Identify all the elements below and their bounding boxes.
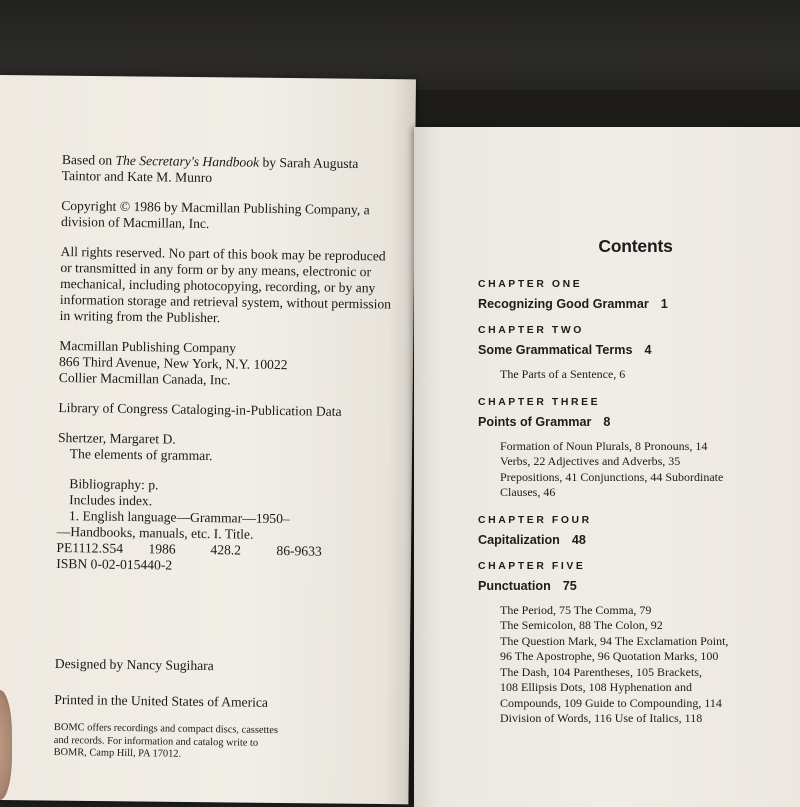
section-line: 108 Ellipsis Dots, 108 Hyphenation and xyxy=(500,680,692,694)
chapter-three xyxy=(478,397,783,501)
section-line: Clauses, 46 xyxy=(500,485,556,499)
copyright-text xyxy=(54,152,407,764)
chapter-sections xyxy=(478,367,783,383)
based-on-authors: Taintor and Kate M. Munro xyxy=(61,167,213,186)
section-line: The Parts of a Sentence, 6 xyxy=(500,367,626,381)
copyright-notice-cont: division of Macmillan, Inc. xyxy=(60,213,210,232)
chapter-title: Punctuation 75 xyxy=(478,578,577,593)
section-line: 96 The Apostrophe, 96 Quotation Marks, 100 xyxy=(500,649,719,663)
chapter-title: Points of Grammar 8 xyxy=(478,414,611,429)
based-on-book-title: The Secretary's Handbook xyxy=(115,152,260,170)
chapter-page: 1 xyxy=(660,297,668,311)
section-line: The Question Mark, 94 The Exclamation Point, xyxy=(500,633,729,648)
chapter-label: CHAPTER THREE xyxy=(478,396,601,408)
chapter-five xyxy=(478,561,783,727)
chapter-label: CHAPTER ONE xyxy=(478,279,583,290)
section-line: Division of Words, 116 Use of Italics, 118 xyxy=(500,711,703,725)
printed-in: Printed in the United States of America xyxy=(54,691,269,710)
cip-title: The elements of grammar. xyxy=(69,446,213,464)
chapter-page: 48 xyxy=(571,532,586,547)
chapter-sections xyxy=(478,439,783,501)
chapter-title: Recognizing Good Grammar 1 xyxy=(478,297,668,311)
isbn: ISBN 0-02-015440-2 xyxy=(56,555,173,573)
table-of-contents xyxy=(478,236,783,741)
section-line: Formation of Noun Plurals, 8 Pronouns, 14 xyxy=(500,438,708,453)
chapter-page: 75 xyxy=(562,578,577,593)
cip-subject: 1. English language—Grammar—1950– xyxy=(68,508,290,527)
cip-author: Shertzer, Margaret D. xyxy=(57,429,176,447)
cip-heading: Library of Congress Cataloging-in-Publication Data xyxy=(58,399,342,419)
publisher-address: Macmillan Publishing Company 866 Third Avenue, New York, N.Y. 10022 Collier Macmillan Canada, Inc. xyxy=(58,337,288,388)
chapter-four xyxy=(478,515,783,547)
section-line: The Period, 75 The Comma, 79 xyxy=(500,602,652,617)
chapter-page: 8 xyxy=(603,414,611,429)
chapter-page: 4 xyxy=(644,343,652,357)
chapter-label: CHAPTER FOUR xyxy=(478,514,592,526)
chapter-two xyxy=(478,325,783,383)
rights-reserved: All rights reserved. No part of this book may be reproduced or transmitted in any form or by any means, electronic or mechanical, including photocopying, recording, or by any information storage and retrieval system, without permission in writing from the Publisher. xyxy=(59,243,392,326)
cip-index: Includes index. xyxy=(69,492,153,509)
cip-classification: PE1112.S54 1986 428.2 86-9633 xyxy=(56,539,322,559)
designer-credit: Designed by Nancy Sugihara xyxy=(54,655,214,674)
section-line: Verbs, 22 Adjectives and Adverbs, 35 xyxy=(500,454,681,468)
chapter-label: CHAPTER TWO xyxy=(478,325,584,336)
chapter-title: Some Grammatical Terms 4 xyxy=(478,343,652,357)
section-line: The Semicolon, 88 The Colon, 92 xyxy=(500,618,663,632)
based-on-line: Based on The Secretary's Handbook by Sarah Augusta xyxy=(61,152,359,172)
section-line: Prepositions, 41 Conjunctions, 44 Subordinate xyxy=(500,469,724,484)
cip-subject-cont: —Handbooks, manuals, etc. I. Title. xyxy=(56,523,254,542)
section-line: The Dash, 104 Parentheses, 105 Brackets, xyxy=(500,664,702,679)
bomc-notice: BOMC offers recordings and compact discs, cassettes and records. For information and catalog write to BOMR, Camp Hill, PA 17012. xyxy=(53,721,279,760)
chapter-title: Capitalization 48 xyxy=(478,532,586,547)
contents-title: Contents xyxy=(598,236,673,256)
chapter-sections xyxy=(478,603,783,727)
cip-bibliography: Bibliography: p. xyxy=(69,476,159,493)
copyright-notice: Copyright © 1986 by Macmillan Publishing Company, a xyxy=(61,197,370,218)
section-line: Compounds, 109 Guide to Compounding, 114 xyxy=(500,695,722,710)
chapter-label: CHAPTER FIVE xyxy=(478,560,586,572)
chapter-one xyxy=(478,279,783,311)
